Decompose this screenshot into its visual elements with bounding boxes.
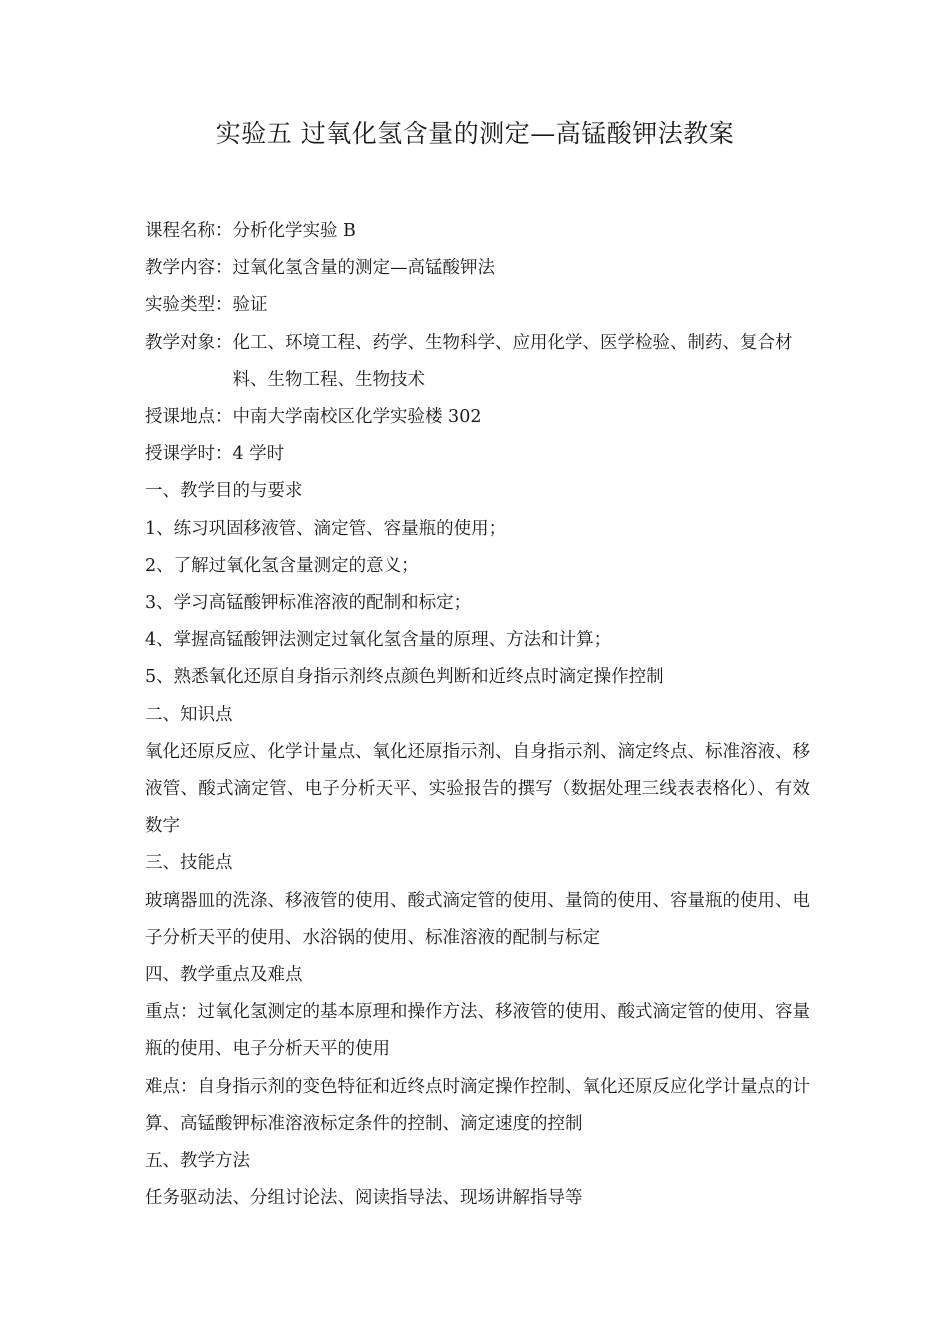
info-type-label: 实验类型：	[145, 295, 233, 316]
section-heading: 五、教学方法	[145, 1151, 250, 1172]
list-item: 3、学习高锰酸钾标准溶液的配制和标定；	[145, 593, 472, 614]
info-hours-label: 授课学时：	[145, 444, 233, 465]
document-title: 实验五 过氧化氢含量的测定—高锰酸钾法教案	[215, 119, 735, 148]
info-audience-value: 化工、环境工程、药学、生物科学、应用化学、医学检验、制药、复合材料、生物工程、生物技术	[232, 332, 793, 390]
info-content	[145, 250, 810, 287]
info-course-label: 课程名称：	[145, 221, 233, 241]
info-content-label: 教学内容：	[145, 258, 233, 279]
list-item: 4、掌握高锰酸钾法测定过氧化氢含量的原理、方法和计算；	[145, 630, 612, 651]
info-course-value: 分析化学实验 B	[232, 221, 356, 241]
info-audience-label: 教学对象：	[145, 332, 233, 353]
info-type-value: 验证	[232, 295, 268, 316]
info-audience	[145, 325, 810, 399]
info-location	[145, 399, 810, 436]
knowledge-points-text: 氧化还原反应、化学计量点、氧化还原指示剂、自身指示剂、滴定终点、标准溶液、移液管、酸式滴定管、电子分析天平、实验报告的撰写（数据处理三线表表格化）、有效数字	[145, 741, 810, 837]
info-location-label: 授课地点：	[145, 407, 233, 428]
info-content-value: 过氧化氢含量的测定—高锰酸钾法	[232, 258, 495, 279]
list-item: 5、熟悉氧化还原自身指示剂终点颜色判断和近终点时滴定操作控制	[145, 667, 664, 688]
section-heading: 三、技能点	[145, 853, 233, 874]
info-course	[145, 213, 810, 250]
teaching-methods-text: 任务驱动法、分组讨论法、阅读指导法、现场讲解指导等	[145, 1188, 583, 1209]
difficult-points-text: 难点：自身指示剂的变色特征和近终点时滴定操作控制、氧化还原反应化学计量点的计算、高锰酸钾标准溶液标定条件的控制、滴定速度的控制	[145, 1076, 810, 1134]
info-location-value: 中南大学南校区化学实验楼 302	[232, 407, 482, 428]
section-heading: 四、教学重点及难点	[145, 965, 303, 986]
list-item: 2、了解过氧化氢含量测定的意义；	[145, 555, 419, 576]
section-heading: 一、教学目的与要求	[145, 481, 303, 502]
skill-points-text: 玻璃器皿的洗涤、移液管的使用、酸式滴定管的使用、量筒的使用、容量瓶的使用、电子分析天平的使用、水浴锅的使用、标准溶液的配制与标定	[145, 890, 810, 948]
info-hours-value: 4 学时	[232, 444, 285, 465]
document-body	[145, 213, 810, 1217]
list-item: 1、练习巩固移液管、滴定管、容量瓶的使用；	[145, 518, 507, 539]
section-heading: 二、知识点	[145, 704, 233, 725]
info-hours	[145, 436, 810, 473]
key-points-text: 重点：过氧化氢测定的基本原理和操作方法、移液管的使用、酸式滴定管的使用、容量瓶的使用、电子分析天平的使用	[145, 1002, 810, 1060]
info-type	[145, 287, 810, 324]
